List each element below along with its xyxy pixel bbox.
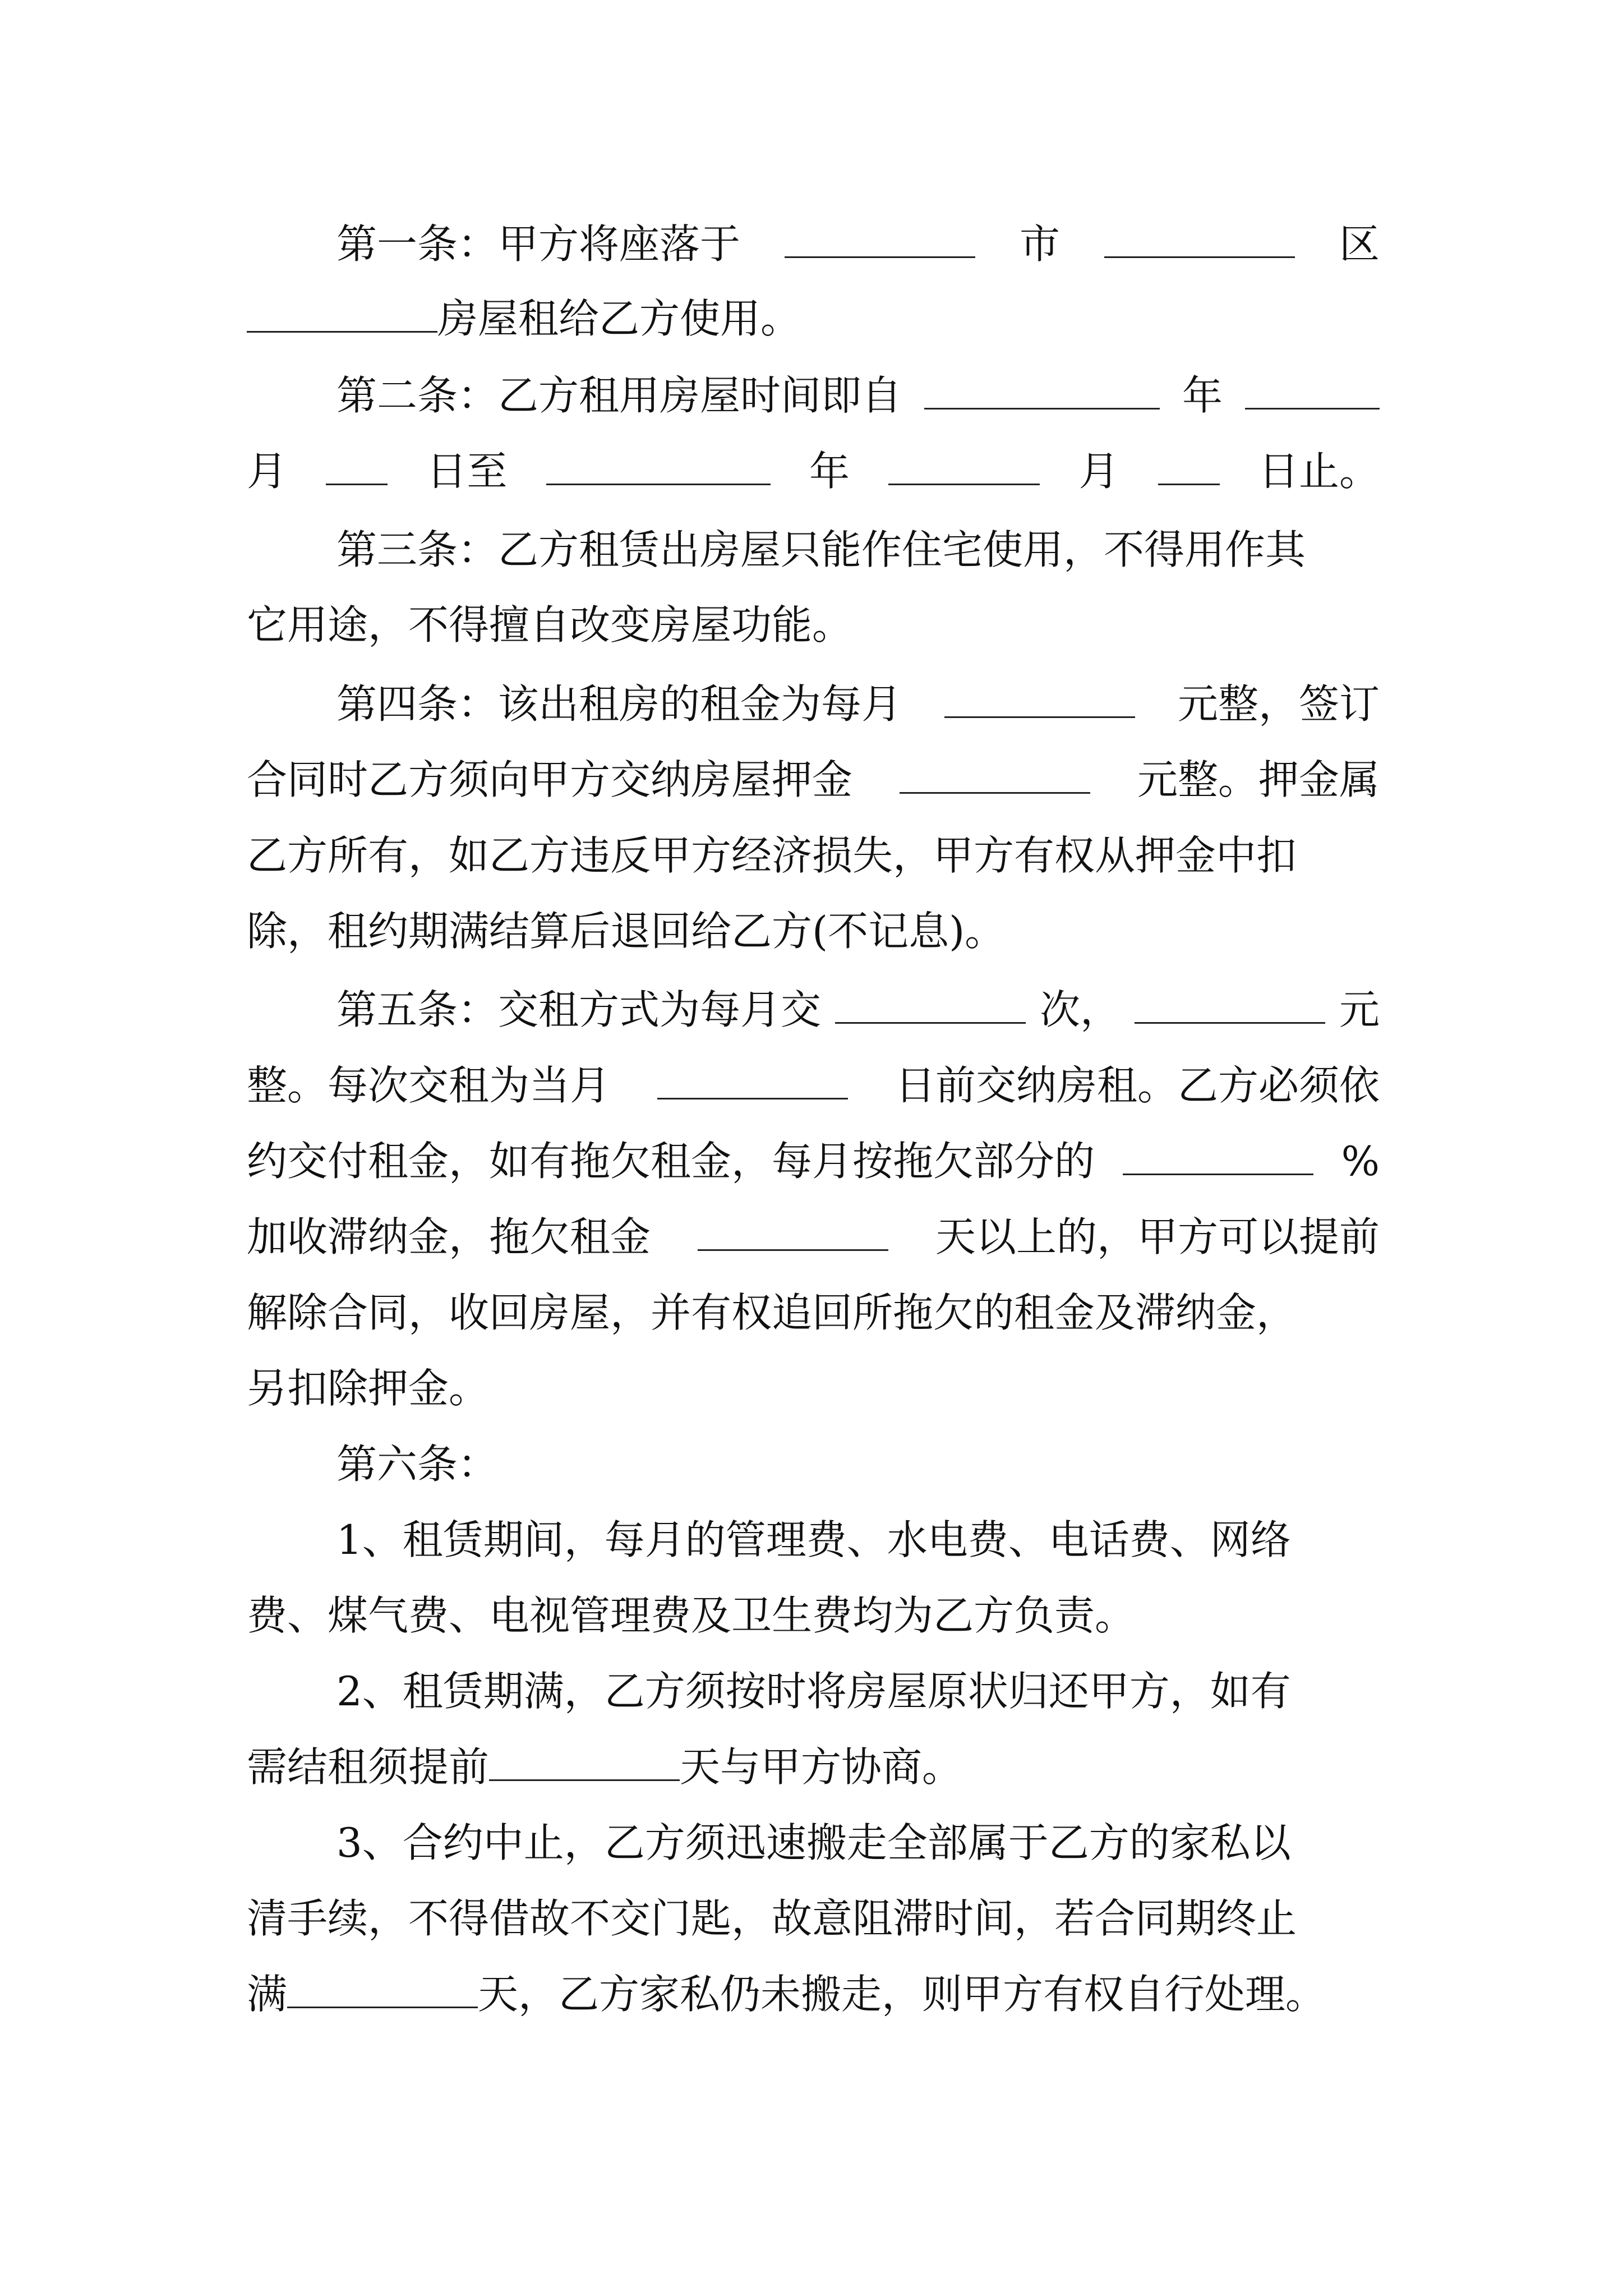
article-1-line-2 [247,291,801,347]
blank-start-month[interactable] [1245,373,1380,409]
article-2-line-1 [336,367,1380,424]
article-4-text-b: 元整，签订 [1177,680,1380,728]
article-6-item-3-line-3 [247,1966,1326,2022]
article-6-item-2-text-a: 需结租须提前 [247,1743,490,1791]
article-4-line-1 [336,676,1380,732]
article-5-text-h: 加收滞纳金，拖欠租金 [247,1213,651,1260]
article-6-item-1-line-2: 费、煤气费、电视管理费及卫生费均为乙方负责。 [247,1592,1136,1639]
article-4-text-a: 第四条：该出租房的租金为每月 [336,680,902,728]
article-4-line-4: 除，租约期满结算后退回给乙方(不记息)。 [247,908,1006,955]
article-6-item-2-line-2 [247,1739,962,1795]
blank-district[interactable] [1104,222,1295,258]
article-6-item-2-text-b: 天与甲方协商。 [680,1743,963,1791]
article-2-text-e: 年 [809,448,850,495]
article-5-line-6: 另扣除押金。 [247,1365,490,1412]
blank-end-year[interactable] [546,449,771,485]
article-1-text-c: 区 [1339,220,1380,268]
article-4-text-c: 合同时乙方须向甲方交纳房屋押金 [247,756,853,803]
article-2-text-c: 月 [247,448,288,495]
article-5-text-i: 天以上的，甲方可以提前 [935,1213,1380,1260]
blank-monthly-rent[interactable] [944,682,1135,718]
article-5-text-a: 第五条：交租方式为每月交 [336,986,822,1033]
article-5-text-d: 整。每次交租为当月 [247,1062,611,1109]
article-2-text-f: 月 [1078,448,1119,495]
article-5-line-5: 解除合同，收回房屋，并有权追回所拖欠的租金及滞纳金， [247,1289,1297,1336]
article-5-text-b: 次， [1039,986,1121,1033]
article-3-line-1: 第三条：乙方租赁出房屋只能作住宅使用，不得用作其 [336,526,1306,573]
article-5-text-f: 约交付租金，如有拖欠租金，每月按拖欠部分的 [247,1138,1095,1185]
article-6-item-3-line-1: 3、合约中止，乙方须迅速搬走全部属于乙方的家私以 [336,1819,1291,1866]
blank-payment-day[interactable] [657,1063,848,1099]
article-4-text-d: 元整。押金属 [1137,756,1380,803]
article-2-text-a: 第二条：乙方租用房屋时间即自 [336,372,902,419]
article-5-line-3 [247,1133,1380,1189]
article-2-line-2 [247,443,1380,499]
article-5-line-2 [247,1057,1380,1114]
article-4-line-2 [247,752,1380,808]
article-5-line-1 [336,982,1380,1038]
article-1-text-b: 市 [1019,220,1060,268]
blank-address[interactable] [247,296,437,333]
blank-end-month[interactable] [888,449,1040,485]
blank-payment-amount[interactable] [1135,987,1325,1024]
article-6-title: 第六条： [336,1441,499,1488]
article-5-text-e: 日前交纳房租。乙方必须依 [895,1062,1380,1109]
blank-payments-per-month[interactable] [835,987,1026,1024]
article-3-line-2: 它用途，不得擅自改变房屋功能。 [247,601,853,648]
blank-end-day[interactable] [1158,449,1220,485]
article-1-text-d: 房屋租给乙方使用。 [437,295,801,342]
blank-city[interactable] [785,222,975,258]
article-6-item-1-line-1: 1、租赁期间，每月的管理费、水电费、电话费、网络 [336,1516,1291,1563]
blank-start-year[interactable] [924,373,1160,409]
article-5-text-c: 元 [1339,986,1380,1033]
article-5-text-g: % [1341,1138,1380,1185]
article-5-line-4 [247,1209,1380,1265]
article-2-text-g: 日止。 [1258,448,1380,495]
blank-notice-days[interactable] [489,1745,680,1781]
article-6-item-3-text-b: 天，乙方家私仍未搬走，则甲方有权自行处理。 [478,1971,1326,2018]
article-6-item-3-text-a: 满 [247,1971,288,2018]
article-6-item-2-line-1: 2、租赁期满，乙方须按时将房屋原状归还甲方，如有 [336,1668,1291,1715]
article-2-text-d: 日至 [426,448,508,495]
article-1-line-1 [336,216,1380,272]
blank-removal-days[interactable] [287,1972,478,2008]
article-1-text-a: 第一条：甲方将座落于 [336,220,741,268]
blank-start-day[interactable] [326,449,388,485]
blank-deposit[interactable] [900,757,1090,794]
article-4-line-3: 乙方所有，如乙方违反甲方经济损失，甲方有权从押金中扣 [247,832,1297,879]
blank-late-fee-percent[interactable] [1123,1139,1313,1175]
article-6-item-3-line-2: 清手续，不得借故不交门匙，故意阻滞时间，若合同期终止 [247,1895,1297,1942]
blank-overdue-days[interactable] [698,1214,888,1251]
article-2-text-b: 年 [1182,372,1223,419]
